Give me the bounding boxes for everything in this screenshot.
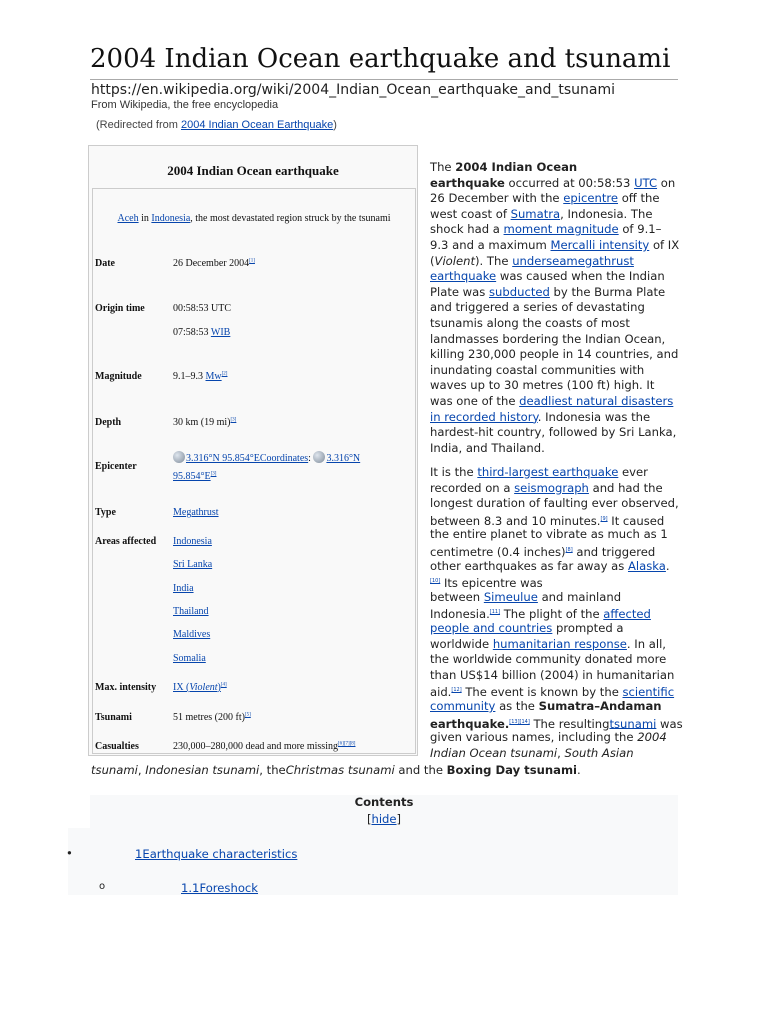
text-line (430, 176, 675, 192)
citation-ref[interactable]: [11] (489, 609, 501, 616)
text-line (430, 559, 670, 575)
bold-term: earthquake. (430, 716, 510, 731)
text-line (430, 238, 679, 254)
text-line (430, 637, 666, 653)
italic-term: Indian Ocean tsunami (430, 745, 558, 760)
text-run: Its epicentre was (440, 576, 543, 591)
epicenter-value (173, 451, 360, 464)
tsunami-value (173, 712, 251, 723)
text-run: ). The (475, 253, 513, 268)
redirect-link[interactable]: 2004 Indian Ocean Earthquake (180, 119, 334, 131)
citation-ref[interactable]: [8] (565, 547, 573, 553)
text-run: and triggered (572, 544, 656, 559)
text-line (430, 441, 545, 457)
page-title: 2004 Indian Ocean earthquake and tsunami (90, 44, 671, 74)
text-line (430, 496, 679, 512)
article-link[interactable]: third-largest earthquake (477, 465, 619, 479)
text-run: than US$14 billion (2004) in humanitarian (430, 667, 675, 682)
article-link[interactable]: Alaska (627, 558, 666, 573)
article-link[interactable]: underseamegathrust (512, 253, 634, 268)
text-run: was caused when the Indian (496, 269, 665, 284)
text-line (430, 300, 645, 316)
text-run: . (665, 558, 670, 573)
text-line (430, 590, 621, 606)
text-run: prompted a (552, 621, 624, 635)
text-run: shock had a (430, 222, 504, 237)
text-run: 9.3 and a maximum (430, 238, 551, 252)
redirect-prefix: (Redirected from (96, 119, 181, 131)
text-run: , the (259, 763, 286, 777)
text-line (430, 378, 654, 394)
text-run: ( (430, 253, 435, 268)
megathrust-link[interactable]: Megathrust (173, 507, 219, 518)
globe-icon[interactable] (313, 451, 325, 463)
origin-value-2 (173, 327, 230, 338)
italic-term: Indonesian tsunami (145, 763, 260, 777)
text-run: and mainland (537, 589, 622, 604)
citation-ref[interactable]: [13][14] (509, 718, 530, 725)
italic-term: tsunami (91, 763, 138, 777)
casualties-value (173, 741, 355, 752)
text-run: longest duration of faulting ever observed, (430, 496, 679, 511)
date-text: 26 December 2004 (173, 258, 250, 269)
page-url: https://en.wikipedia.org/wiki/2004_Indian_Ocean_earthquake_and_tsunami (91, 82, 615, 98)
toc-item-foreshock[interactable]: 1.1Foreshock (181, 881, 259, 895)
toc-list (68, 828, 678, 895)
magnitude-text: 9.1–9.3 (173, 371, 206, 382)
hide-open: [ (366, 812, 372, 826)
coordinates-link[interactable]: 3.316°N 95.854°ECoordinates (186, 453, 309, 464)
bold-term: Boxing Day tsunami (446, 763, 578, 777)
area-link-maldives[interactable]: Maldives (173, 629, 211, 640)
article-link[interactable]: subducted (489, 284, 550, 299)
italic-term: South Asian (564, 745, 634, 760)
text-line (430, 363, 644, 379)
text-run: . Indonesia was the (537, 409, 651, 424)
text-run: and had the (588, 480, 663, 495)
text-run: , (137, 763, 146, 777)
text-line (430, 191, 660, 207)
globe-icon[interactable] (173, 451, 185, 463)
bold-term: 2004 Indian Ocean (455, 160, 578, 174)
text-run: between (430, 589, 484, 604)
infobox-table (92, 188, 416, 754)
text-run: was one of the (430, 394, 520, 408)
text-run: The (430, 160, 456, 174)
epicenter-ref[interactable]: [3] (210, 471, 217, 477)
article-link[interactable]: scientific (622, 685, 675, 700)
text-run: . (577, 763, 581, 777)
article-link[interactable]: Sumatra (510, 206, 561, 221)
caption-rest: , the most devastated region struck by the tsunami (190, 213, 391, 224)
text-run: was (656, 716, 683, 731)
area-link-india[interactable]: India (173, 583, 194, 594)
text-run: given various names, including the (430, 730, 638, 745)
article-link[interactable]: affected (603, 607, 651, 622)
toc-item-earthquake-characteristics[interactable]: 1Earthquake characteristics (135, 847, 298, 861)
area-link-sri-lanka[interactable]: Sri Lanka (173, 559, 213, 570)
tsunami-label: Tsunami (95, 712, 132, 723)
article-link[interactable]: in recorded history (430, 409, 538, 424)
text-run: . In all, (626, 636, 666, 651)
aceh-link[interactable]: Aceh (117, 213, 139, 224)
text-run: and the (394, 763, 447, 777)
text-line (430, 527, 668, 543)
article-link[interactable]: deadliest natural disasters (519, 394, 674, 408)
text-run: and triggered a series of devastating (430, 300, 645, 315)
text-run: of IX (649, 238, 680, 252)
italic-term: Christmas tsunami (285, 763, 395, 777)
citation-ref[interactable]: [9] (600, 515, 608, 522)
text-line (430, 481, 663, 497)
intensity-label: Max. intensity (95, 682, 157, 693)
type-label: Type (95, 507, 116, 518)
contents-title: Contents (354, 795, 414, 809)
text-line (430, 425, 676, 441)
depth-value (173, 417, 236, 428)
tsunami-ref[interactable]: [5] (244, 712, 251, 718)
text-run: hardest-hit country, followed by Sri Lanka, (430, 425, 677, 440)
mw-link[interactable]: Mw (205, 371, 222, 382)
infobox-caption (93, 213, 415, 224)
article-link[interactable]: UTC (634, 175, 658, 190)
text-run: , (557, 745, 565, 760)
casualties-text: 230,000–280,000 dead and more missing (173, 741, 338, 752)
article-link[interactable]: community (430, 699, 496, 713)
text-line (430, 730, 667, 746)
text-line (430, 160, 577, 176)
text-run: The event is known by the (461, 685, 623, 700)
text-run: ever (618, 465, 648, 479)
text-run: India, and Thailand. (430, 440, 545, 455)
article-link[interactable]: epicentre (563, 191, 619, 206)
text-run: , Indonesia. The (560, 206, 653, 221)
text-run: The resulting (529, 716, 610, 731)
text-line (430, 621, 624, 637)
magnitude-label: Magnitude (95, 371, 142, 382)
text-line (430, 394, 673, 410)
intensity-link[interactable] (173, 682, 221, 693)
hide-close: ] (396, 812, 402, 826)
text-line (430, 285, 665, 301)
text-run: It is the (430, 465, 478, 479)
text-run: the entire planet to vibrate as much as 1 (430, 527, 668, 542)
text-run: on (657, 175, 676, 190)
text-line (91, 763, 581, 779)
redirect-notice (96, 119, 337, 131)
text-line (430, 465, 648, 481)
hide-link[interactable]: hide (371, 812, 397, 826)
title-rule (90, 79, 678, 80)
text-run: tsunamis along the coasts of most (430, 316, 630, 330)
intensity-italic: Violent (189, 682, 218, 693)
text-line (430, 316, 630, 332)
infobox (88, 145, 418, 756)
text-line (430, 652, 666, 668)
article-link[interactable]: earthquake (430, 269, 497, 284)
coord-sep: : (308, 453, 314, 464)
text-line (430, 410, 650, 426)
text-run: other earthquakes as far away as (430, 558, 628, 573)
text-run: inundating coastal communities with (430, 362, 645, 377)
toc-bullet-2: o (99, 881, 106, 892)
citation-ref[interactable]: [10] (430, 578, 441, 585)
text-run: the worldwide community donated more (430, 652, 667, 667)
area-link-thailand[interactable]: Thailand (173, 606, 209, 617)
indonesia-link[interactable]: Indonesia (151, 213, 191, 224)
article-link[interactable]: seismograph (514, 480, 589, 495)
tsunami-text: 51 metres (200 ft) (173, 712, 245, 723)
text-line (430, 699, 662, 715)
contents-hide (90, 812, 678, 826)
text-run: Plate was (430, 284, 489, 299)
article-link[interactable]: Mercalli intensity (550, 238, 650, 252)
text-run: The plight of the (500, 607, 604, 622)
intensity-ref[interactable]: [4] (220, 682, 227, 688)
text-run: off the (618, 191, 660, 206)
text-run: It caused (607, 513, 665, 528)
text-line (430, 269, 665, 285)
coordinates-link-2b[interactable]: 95.854°E (173, 471, 211, 482)
text-run: aid. (430, 685, 452, 700)
intensity-value (173, 682, 227, 693)
text-run: between 8.3 and 10 minutes. (430, 513, 601, 528)
areas-label: Areas affected (95, 536, 157, 547)
wib-link[interactable]: WIB (210, 327, 231, 338)
text-run: west coast of (430, 206, 511, 221)
bold-term: earthquake (430, 175, 505, 190)
text-run: as the (495, 699, 539, 713)
article-link[interactable]: Simeulue (483, 589, 538, 604)
depth-ref[interactable]: [3] (230, 417, 237, 423)
infobox-title: 2004 Indian Ocean earthquake (167, 163, 339, 178)
article-link[interactable]: people and countries (430, 621, 553, 635)
date-value (173, 258, 255, 269)
text-line (430, 347, 678, 363)
redirect-suffix: ) (333, 119, 337, 131)
text-run: recorded on a (430, 480, 515, 495)
origin-value-1: 00:58:53 UTC (173, 303, 232, 314)
area-link-somalia[interactable]: Somalia (173, 653, 206, 664)
epicenter-label: Epicenter (95, 461, 137, 472)
area-link-indonesia[interactable]: Indonesia (173, 536, 212, 547)
text-run: by the Burma Plate (549, 284, 666, 299)
text-run: occurred at 00:58:53 (504, 175, 635, 190)
from-wikipedia: From Wikipedia, the free encyclopedia (91, 99, 279, 111)
toc-bullet-1: • (66, 846, 73, 860)
date-ref[interactable]: [1] (249, 258, 255, 264)
depth-text: 30 km (19 mi) (173, 417, 231, 428)
text-run: landmasses bordering the Indian Ocean, (430, 331, 666, 346)
date-label: Date (95, 258, 115, 269)
epicenter-value-2 (173, 471, 216, 482)
text-run: 26 December with the (430, 191, 564, 206)
citation-ref[interactable]: [12] (451, 687, 462, 694)
depth-label: Depth (95, 417, 122, 428)
magnitude-ref[interactable]: [2] (221, 371, 228, 377)
text-run: Indonesia. (430, 607, 490, 622)
bold-term: Sumatra–Andaman (538, 699, 662, 713)
text-line (430, 668, 674, 684)
text-line (430, 207, 653, 223)
italic-term: Violent (434, 253, 476, 268)
casualties-ref[interactable]: [6][7][8] (337, 741, 356, 747)
intensity-link-text: IX ( (173, 682, 190, 693)
text-line (430, 332, 665, 348)
origin-label: Origin time (95, 303, 145, 314)
text-run: killing 230,000 people in 14 countries, and (430, 347, 679, 362)
article-link[interactable]: tsunami (609, 716, 657, 731)
magnitude-value (173, 371, 227, 382)
article-link[interactable]: moment magnitude (503, 222, 619, 237)
text-line (430, 254, 634, 270)
text-run: centimetre (0.4 inches) (430, 544, 566, 559)
text-run: of 9.1– (618, 222, 662, 237)
coordinates-link-2a[interactable]: 3.316°N (326, 453, 361, 464)
caption-in: in (138, 213, 152, 224)
casualties-label: Casualties (95, 741, 139, 752)
text-line (430, 222, 661, 238)
text-run: worldwide (430, 636, 493, 651)
text-run: waves up to 30 metres (100 ft) high. It (430, 378, 655, 393)
origin-local-text: 07:58:53 (173, 327, 211, 338)
italic-term: 2004 (637, 730, 667, 745)
article-link[interactable]: humanitarian response (492, 636, 627, 651)
text-line (430, 746, 634, 762)
intensity-link-end: ) (217, 682, 221, 693)
